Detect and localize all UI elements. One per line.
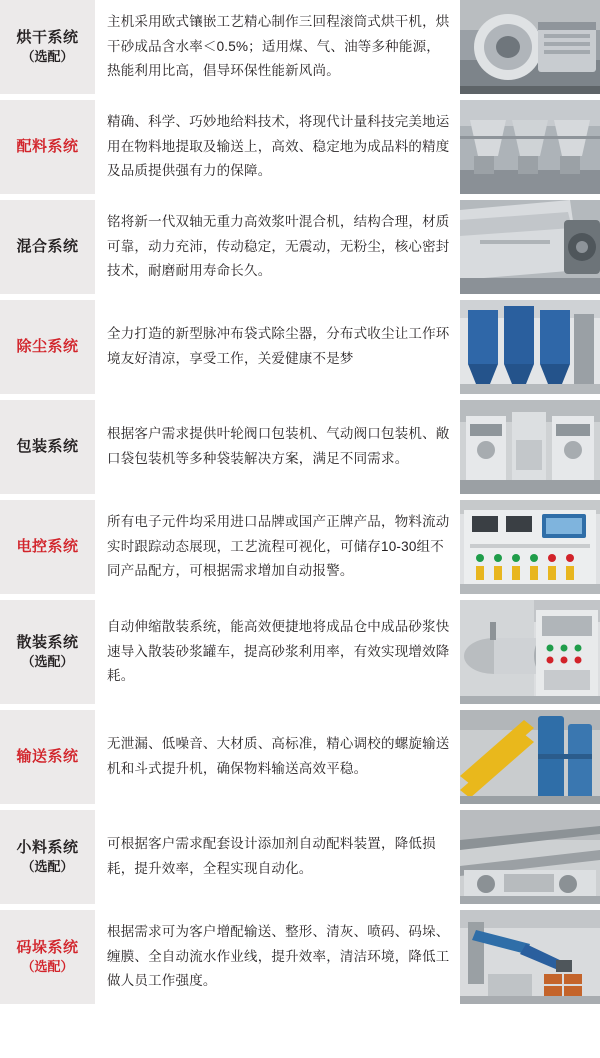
system-label: 配料系统 (16, 137, 79, 155)
system-label: 小料系统 (16, 839, 79, 857)
system-label-cell (0, 810, 95, 904)
system-sublabel: （选配） (21, 959, 74, 975)
screw-conveyor-image (460, 710, 600, 804)
system-description-cell (95, 200, 460, 294)
system-description: 铭将新一代双轴无重力高效浆叶混合机，结构合理，材质可靠，动力充沛，传动稳定，无震动，无粉尘，核心密封技术，耐磨耐用寿命长久。 (107, 213, 450, 279)
system-label: 码垛系统 (16, 939, 79, 957)
system-description: 精确、科学、巧妙地给料技术，将现代计量科技完美地运用在物料地提取及输送上，高效、稳定地为成品料的精度及品质提供强有力的保障。 (107, 113, 450, 179)
system-label: 烘干系统 (16, 29, 79, 47)
system-description: 根据客户需求提供叶轮阀口包装机、气动阀口包装机、敞口袋包装机等多种袋装解决方案，满足不同需求。 (107, 426, 450, 466)
spec-row (0, 910, 600, 1004)
batching-hoppers-image (460, 100, 600, 194)
system-description-cell (95, 910, 460, 1004)
spec-row (0, 300, 600, 394)
rotary-dryer-drum-image (460, 0, 600, 94)
system-description: 根据需求可为客户增配输送、整形、清灰、喷码、码垛、缠膜、全自动流水作业线，提升效率，清洁环境，降低工做人员工作强度。 (107, 923, 450, 989)
system-label: 电控系统 (16, 537, 79, 555)
spec-row (0, 200, 600, 294)
spec-row (0, 500, 600, 594)
system-description: 无泄漏、低噪音、大材质、高标准，精心调校的螺旋输送机和斗式提升机，确保物料输送高效平稳。 (107, 736, 450, 776)
system-label: 混合系统 (16, 237, 79, 255)
system-label: 除尘系统 (16, 337, 79, 355)
system-label-cell (0, 200, 95, 294)
system-label-cell (0, 600, 95, 704)
packing-machine-image (460, 400, 600, 494)
twin-shaft-mixer-image (460, 200, 600, 294)
system-description-cell (95, 0, 460, 94)
system-label: 散装系统 (16, 634, 79, 652)
pulse-bag-dust-collector-image (460, 300, 600, 394)
spec-row (0, 400, 600, 494)
system-description: 全力打造的新型脉冲布袋式除尘器，分布式收尘让工作环境友好清凉，享受工作，关爱健康不是梦 (107, 326, 450, 366)
system-description: 主机采用欧式镶嵌工艺精心制作三回程滚筒式烘干机，烘干砂成品含水率＜0.5%；适用煤、气、油等多种能源，热能利用比高，倡导环保性能新风尚。 (107, 13, 450, 79)
spec-row (0, 810, 600, 904)
system-sublabel: （选配） (21, 49, 74, 65)
system-description-cell (95, 300, 460, 394)
system-label-cell (0, 400, 95, 494)
spec-row (0, 100, 600, 194)
system-label: 输送系统 (16, 747, 79, 765)
system-description: 可根据客户需求配套设计添加剂自动配料装置，降低损耗，提升效率，全程实现自动化。 (107, 836, 436, 876)
electrical-control-cabinet-image (460, 500, 600, 594)
system-label-cell (0, 300, 95, 394)
system-description-cell (95, 400, 460, 494)
spec-row (0, 0, 600, 94)
system-description-cell (95, 100, 460, 194)
system-description-cell (95, 710, 460, 804)
system-description-cell (95, 500, 460, 594)
additive-feeding-system-image (460, 810, 600, 904)
system-label-cell (0, 0, 95, 94)
palletizing-robot-image (460, 910, 600, 1004)
system-sublabel: （选配） (21, 654, 74, 670)
system-sublabel: （选配） (21, 859, 74, 875)
system-description: 所有电子元件均采用进口品牌或国产正牌产品，物料流动实时跟踪动态展现，工艺流程可视化，可储存10-30组不同产品配方，可根据需求增加自动报警。 (107, 513, 450, 579)
system-label-cell (0, 500, 95, 594)
system-description-cell (95, 810, 460, 904)
system-label-cell (0, 910, 95, 1004)
spec-row (0, 600, 600, 704)
system-label: 包装系统 (16, 437, 79, 455)
spec-row (0, 710, 600, 804)
system-description-cell (95, 600, 460, 704)
system-label-cell (0, 100, 95, 194)
system-description: 自动伸缩散装系统，能高效便捷地将成品仓中成品砂浆快速导入散装砂浆罐车，提高砂浆利用率，有效实现增效降耗。 (107, 618, 450, 684)
bulk-loading-system-image (460, 600, 600, 704)
system-label-cell (0, 710, 95, 804)
